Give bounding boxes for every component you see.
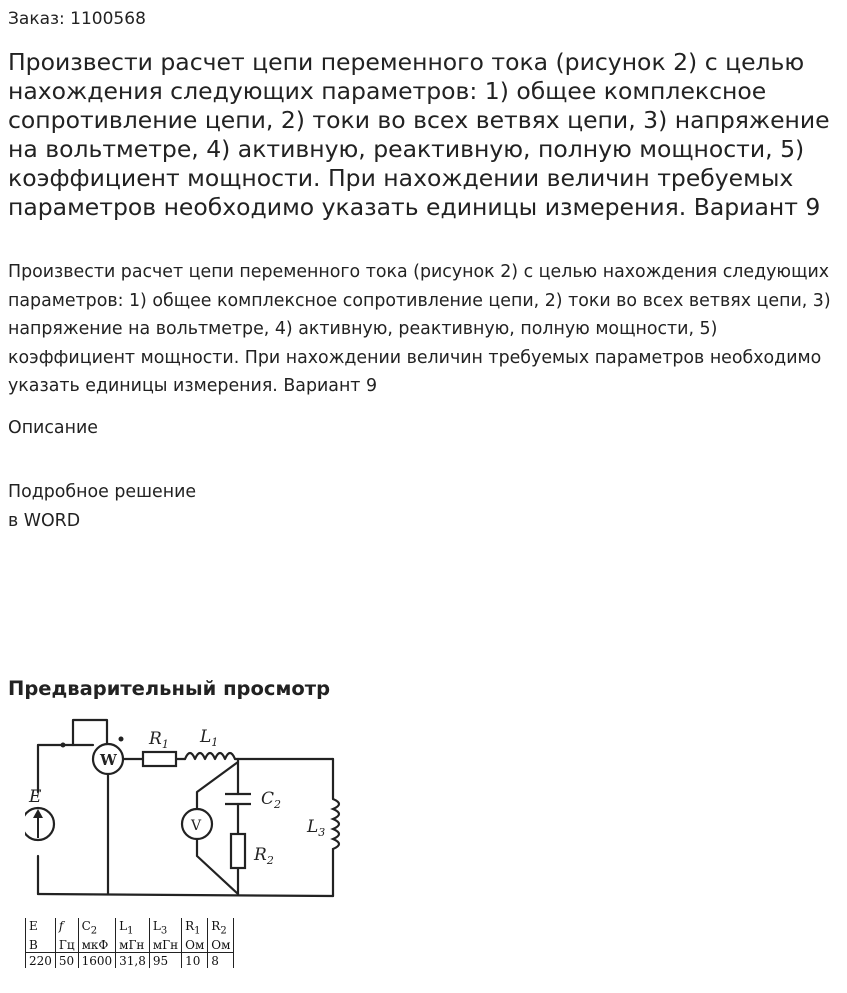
order-number: Заказ: 1100568	[8, 9, 146, 29]
param-header-cell: $L_3$ мГн	[149, 918, 181, 953]
svg-text:R1	[148, 729, 169, 751]
svg-text:C2	[261, 789, 281, 811]
label-w: W	[100, 751, 117, 769]
svg-text:L1	[199, 727, 218, 749]
param-value-cell: 8	[208, 953, 234, 969]
param-header-cell: $L_1$ мГн	[116, 918, 150, 953]
solution-line-2: в WORD	[8, 511, 81, 531]
param-value-cell: 1600	[78, 953, 116, 969]
svg-text:R2	[253, 845, 274, 867]
label-c2: C	[261, 789, 275, 809]
capacitor-c2-icon	[225, 794, 251, 804]
label-l3-sub: 3	[318, 826, 326, 839]
param-header-cell: $C_2$ мкФ	[78, 918, 116, 953]
resistor-r1-icon	[143, 752, 176, 766]
label-r2-sub: 2	[266, 854, 274, 867]
label-r1-sub: 1	[161, 738, 169, 751]
label-r1: R	[149, 729, 162, 749]
solution-info	[8, 478, 196, 536]
inductor-l3-icon	[333, 799, 339, 852]
param-value-cell: 31,8	[116, 953, 150, 969]
resistor-r2-icon	[231, 834, 245, 868]
page-title: Произвести расчет цепи переменного тока (рисунок 2) с целью нахождения следующих параметров: 1) общее комплексное сопротивление цепи, 2) токи во всех ветвях цепи, 3) напряжение на вольтметре, 4) активную, реактивную, полную мощности, 5) коэффициент мощности. При нахождении величин требуемых параметров необходимо указать единицы измерения. Вариант 9	[8, 48, 830, 221]
label-c2-sub: 2	[274, 798, 282, 811]
parameters-value-row	[26, 953, 234, 969]
label-r2: R	[254, 845, 267, 865]
param-header-cell: f Гц	[55, 918, 78, 953]
circuit-diagram	[25, 712, 355, 907]
param-value-cell: 10	[182, 953, 208, 969]
param-header-cell: E В	[26, 918, 56, 953]
parameters-table	[25, 918, 234, 968]
param-header-cell: $R_1$ Ом	[182, 918, 208, 953]
parameters-header-row	[26, 918, 234, 953]
param-value-cell: 95	[149, 953, 181, 969]
param-value-cell: 220	[26, 953, 56, 969]
label-l1-sub: 1	[211, 736, 219, 749]
label-v: V	[191, 818, 202, 834]
label-l3: L	[307, 817, 319, 837]
param-value-cell: 50	[55, 953, 78, 969]
param-header-cell: $R_2$ Ом	[208, 918, 234, 953]
solution-line-1: Подробное решение	[8, 482, 197, 502]
label-l1: L	[200, 727, 212, 747]
description-label: Описание	[8, 418, 98, 438]
svg-text:L3	[306, 817, 325, 839]
preview-heading: Предварительный просмотр	[8, 677, 331, 700]
label-e: E	[29, 787, 42, 807]
description-text: Произвести расчет цепи переменного тока (рисунок 2) с целью нахождения следующих параметров: 1) общее комплексное сопротивление цепи, 2) токи во всех ветвях цепи, 3) напряжение на вольтметре, 4) активную, реактивную, полную мощности, 5) коэффициент мощности. При нахождении величин требуемых параметров необходимо указать единицы измерения. Вариант 9	[8, 262, 831, 396]
